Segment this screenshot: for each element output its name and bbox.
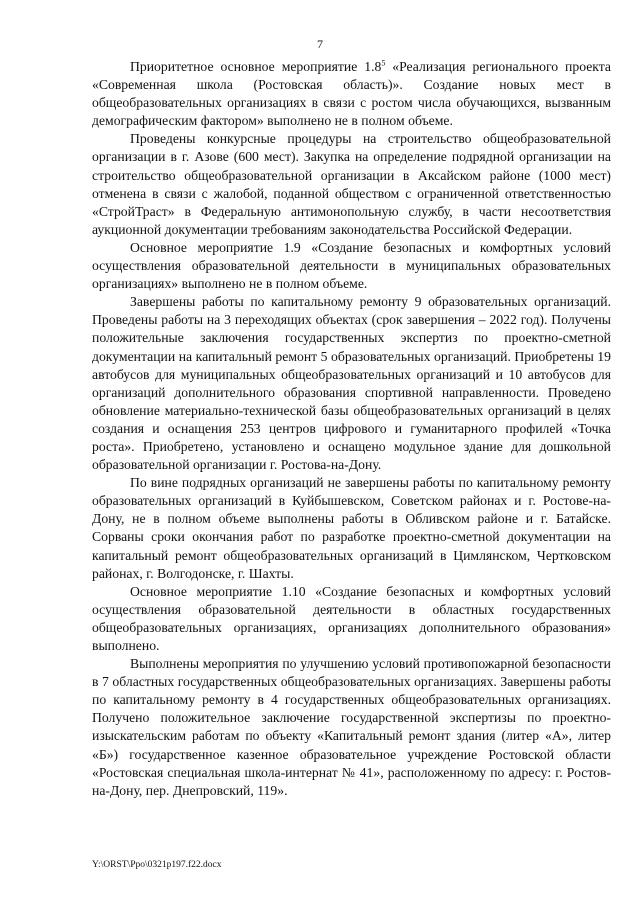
paragraph-6: Основное мероприятие 1.10 «Создание безопасных и комфортных условий осуществления образовательной деятельности в областных государственных общеобразовательных организациях, организациях дополнительного образования» выполнено. bbox=[92, 583, 611, 653]
paragraph-5: По вине подрядных организаций не завершены работы по капитальному ремонту образовательных организаций в Куйбышевском, Советском районах и г. Ростове-на-Дону, не в полном объеме выполнены работы в Обливском районе и г. Батайске. Сорваны сроки окончания работ по разработке проектно-сметной документации на капитальный ремонт общеобразовательных организаций в Цимлянском, Чертковском районах, г. Волгодонске, г. Шахты. bbox=[92, 475, 611, 581]
paragraph-1-text-start: Приоритетное основное мероприятие 1.8 bbox=[130, 59, 382, 74]
paragraph-2: Проведены конкурсные процедуры на строительство общеобразовательной организации в г. Азове (600 мест). Закупка на определение подрядной организации на строительство общеобразовательной организации в Аксайском районе (1000 мест) отменена в связи с жалобой, поданной обществом с ограниченной ответственностью «СтройТраст» в Федеральную антимонопольную службу, в части несоответствия аукционной документации требованиям законодательства Российской Федерации. bbox=[92, 131, 611, 237]
paragraph-4: Завершены работы по капитальному ремонту 9 образовательных организаций. Проведены работы на 3 переходящих объектах (срок завершения – 2022 год). Получены положительные заключения государственных экспертиз по проектно-сметной документации на капитальный ремонт 5 образовательных организаций. Приобретены 19 автобусов для муниципальных общеобразовательных организаций и 10 автобусов для организаций дополнительного образования спортивной направленности. Проведено обновление материально-технической базы общеобразовательных организаций в целях создания и оснащения 253 центров цифрового и гуманитарного профилей «Точка роста». Приобретено, установлено и оснащено модульное здание для дошкольной образовательной организации г. Ростова-на-Дону. bbox=[92, 294, 611, 473]
page-number: 7 bbox=[317, 37, 323, 51]
footnote-reference: 5 bbox=[381, 58, 386, 68]
paragraph-1 bbox=[92, 58, 611, 130]
paragraph-1-text-end: «Реализация регионального проекта «Современная школа (Ростовская область)». Создание новых мест в общеобразовательных организациях в связи с ростом числа обучающихся, вызванным демографическим фактором» выполнено не в полном объеме. bbox=[92, 59, 611, 129]
file-path-footer: Y:\ORST\Ppo\0321p197.f22.docx bbox=[92, 860, 222, 870]
paragraph-7: Выполнены мероприятия по улучшению условий противопожарной безопасности в 7 областных государственных общеобразовательных организациях. Завершены работы по капитальному ремонту в 4 государственных общеобразовательных организациях. Получено положительное заключение государственной экспертизы по проектно-изыскательским работам по объекту «Капитальный ремонт здания (литер «А», литер «Б») государственное казенное образовательное учреждение Ростовской области «Ростовская специальная школа-интернат № 41», расположенному по адресу: г. Ростов-на-Дону, пер. Днепровский, 119». bbox=[92, 656, 611, 798]
paragraph-3: Основное мероприятие 1.9 «Создание безопасных и комфортных условий осуществления образовательной деятельности в муниципальных образовательных организациях» выполнено не в полном объеме. bbox=[92, 239, 611, 292]
document-body bbox=[92, 58, 611, 800]
